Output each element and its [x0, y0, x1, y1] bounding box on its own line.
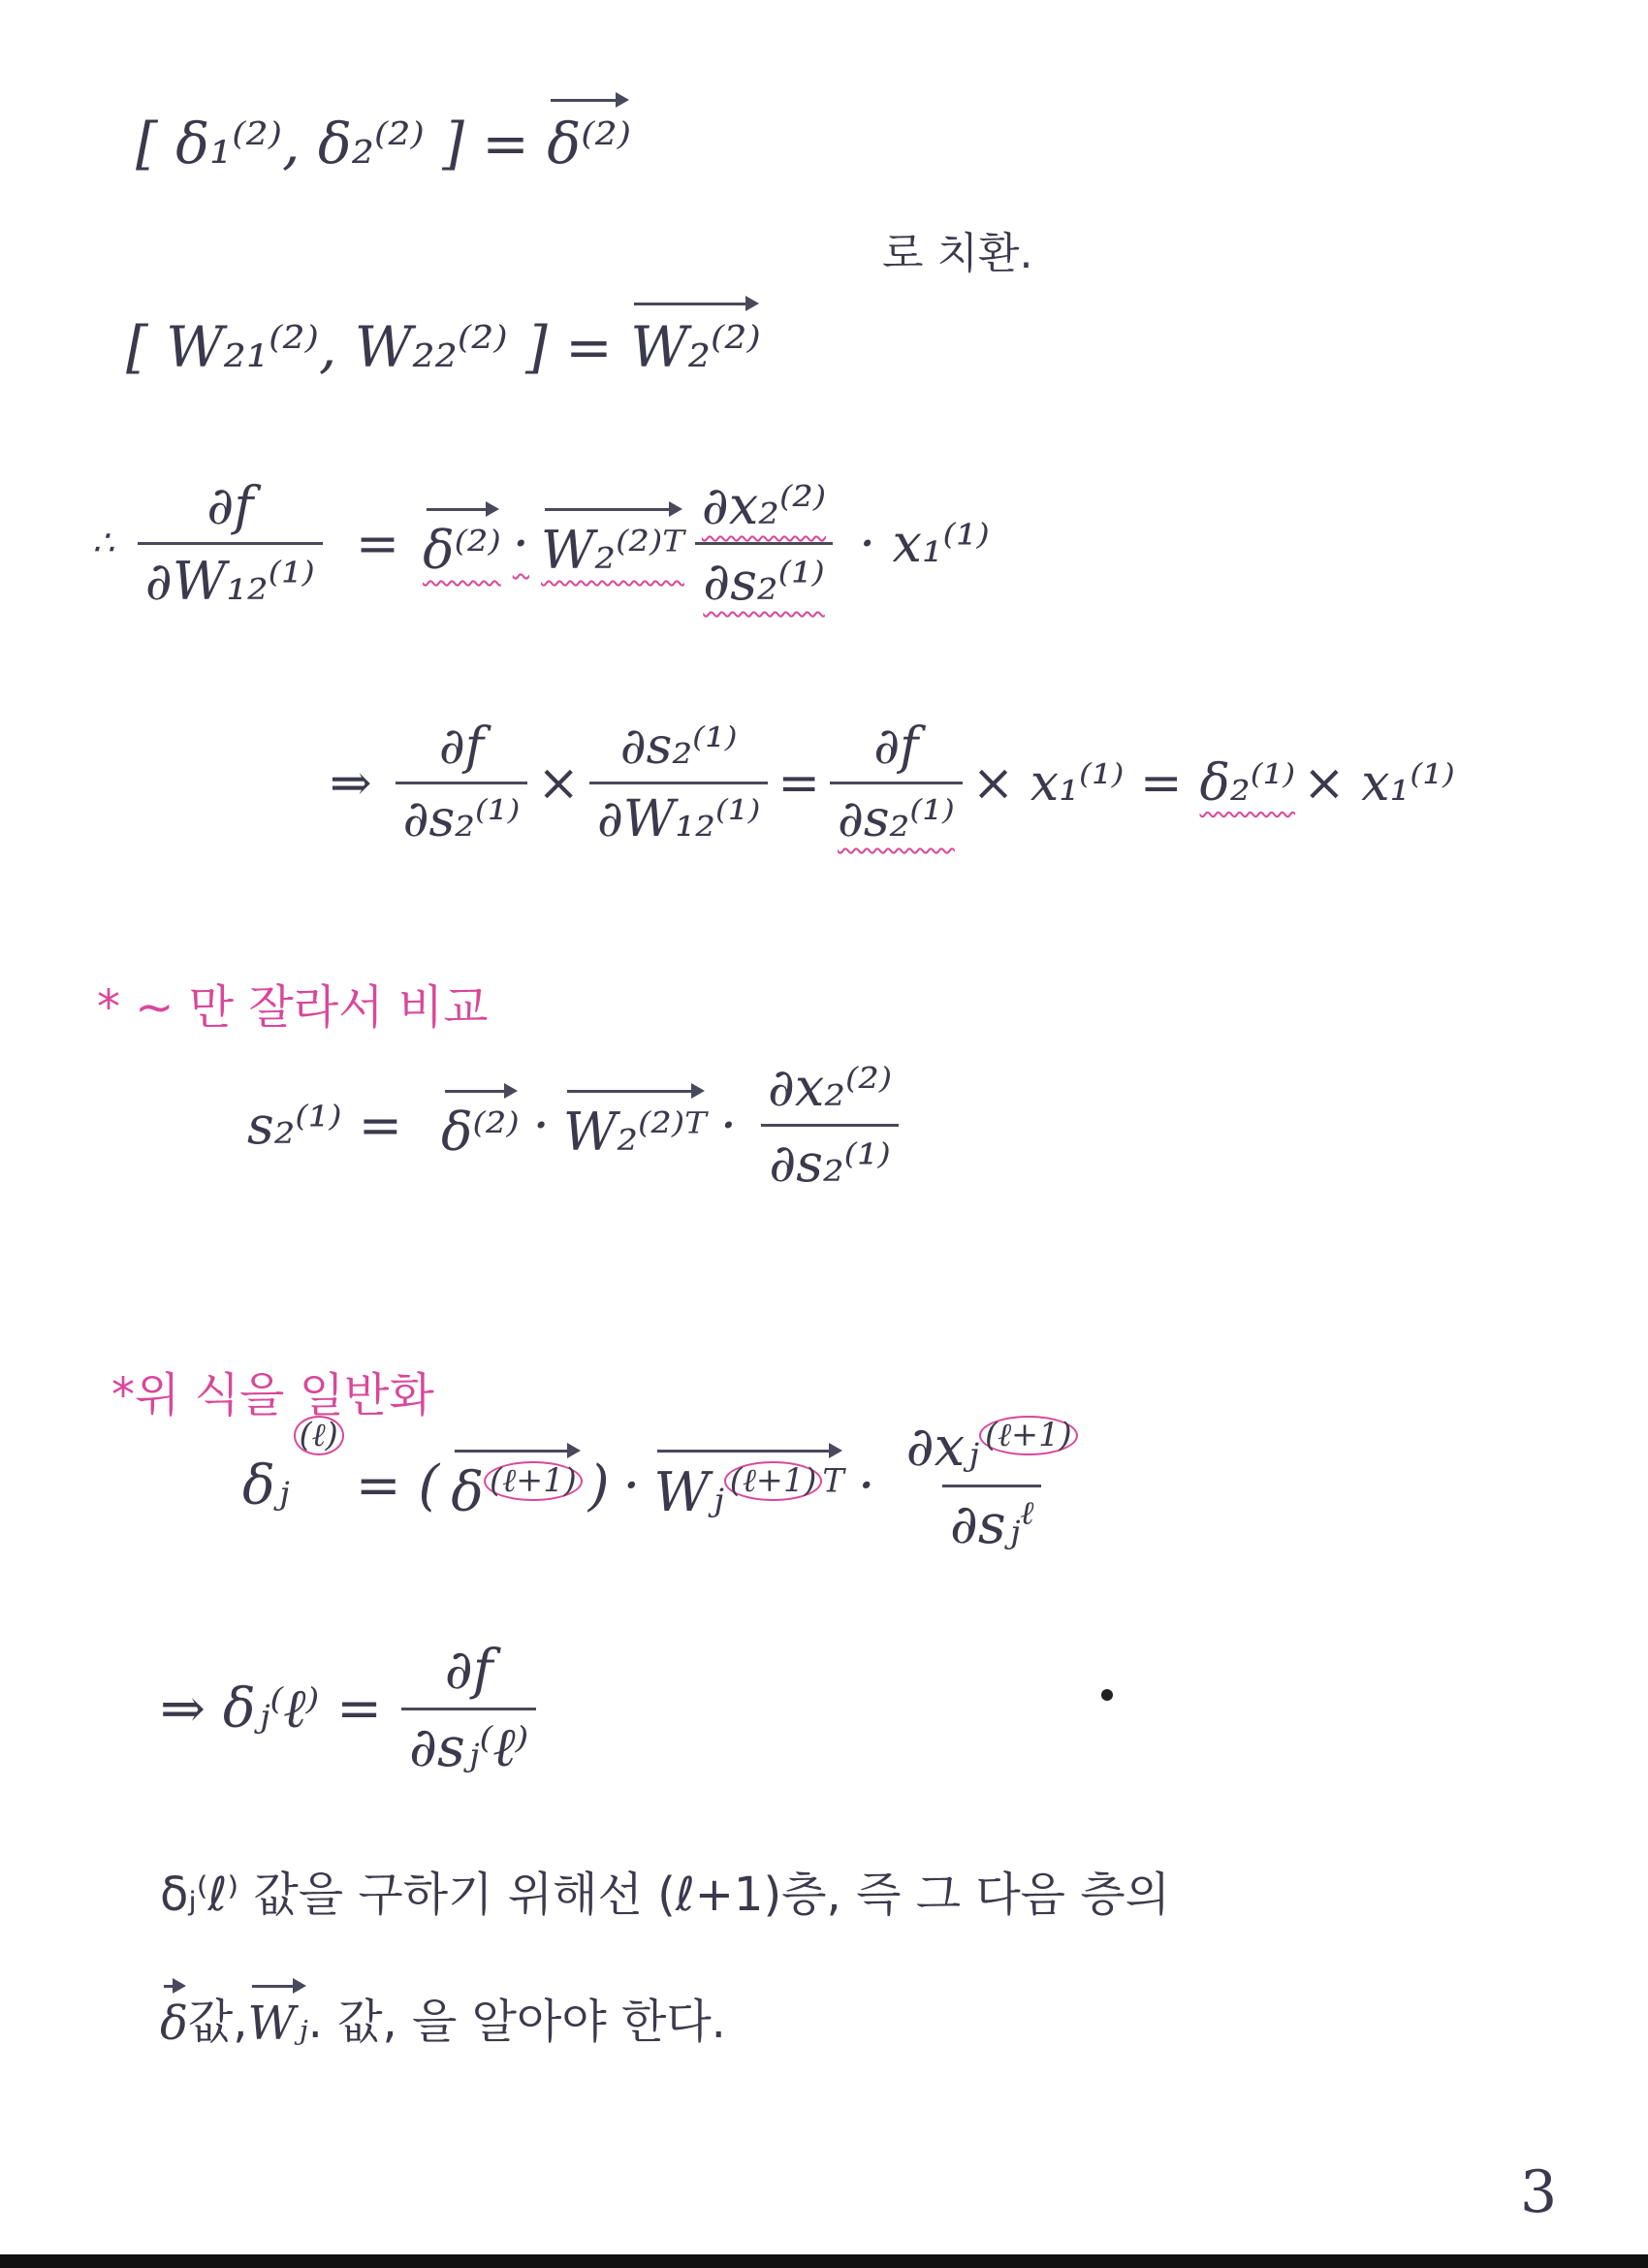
weight-vector-transpose: W₂⁽²⁾ᵀ	[563, 1088, 707, 1163]
page-number: 3	[1520, 2158, 1558, 2226]
eq-s2-expression: s₂⁽¹⁾ = δ⁽²⁾ · W₂⁽²⁾ᵀ · $\frac{\text{∂x₂⁽²⁾}}{\text{∂s₂⁽¹⁾}}$	[247, 1057, 909, 1194]
delta-vector: δ⁽²⁾	[423, 506, 501, 581]
frac-df-dw12: $\frac{\partial f}{\text{∂W₁₂⁽¹⁾}}$	[138, 475, 323, 612]
eq-weight-vector-definition	[126, 301, 761, 380]
eq-delta-vector-definition	[136, 97, 631, 176]
explanation-line-1: δⱼ⁽ℓ⁾ 값을 구하기 위해선 (ℓ+1)층, 즉 그 다음 층의	[160, 1868, 1171, 1922]
eq-partial-f-w12: ∴ $\frac{\partial f}{\text{∂W₁₂⁽¹⁾}}$ = δ⁽²⁾ · W₂⁽²⁾ᵀ $\frac{\text{∂x₂⁽²⁾}}{\text{∂s₂⁽¹⁾}}$ · x₁⁽¹⁾	[92, 475, 990, 612]
substitution-note: 로 치환.	[882, 229, 1033, 278]
delta-vector: δ⁽²⁾	[547, 97, 631, 176]
frac-dx2-ds2: $\frac{\text{∂x₂⁽²⁾}}{\text{∂s₂⁽¹⁾}}$	[694, 475, 834, 612]
delta-vector: δ⁽²⁾	[441, 1088, 520, 1163]
weight-vector-transpose: W₂⁽²⁾ᵀ	[541, 506, 684, 581]
frac-df-dsj: $\frac{\partial f}{\text{∂sⱼ⁽ℓ⁾}}$	[401, 1639, 536, 1779]
frac-dxj-dsj: $\frac{\partial xⱼ ^{(\ell+1)}}{\partial sⱼ^\ell}$	[899, 1416, 1086, 1556]
therefore-symbol: ∴	[92, 524, 114, 563]
scan-bottom-edge	[0, 2254, 1648, 2268]
delta-2-1: δ₂⁽¹⁾	[1199, 753, 1296, 813]
explanation-line-2: δ 값, Wⱼ . 값, 을 알아야 한다.	[160, 1983, 726, 2051]
frac-df-ds2-second: $\frac{\partial f}{\text{∂s₂⁽¹⁾}}$	[830, 718, 963, 848]
delta-vector-general: δ $^{(\ell+1)}$	[451, 1448, 582, 1524]
pink-note-generalize: *위 식을 일반화	[111, 1368, 434, 1422]
pink-note-compare: * ∼ 만 잘라서 비교	[97, 980, 489, 1035]
eq-delta-components: [ δ₁⁽²⁾, δ₂⁽²⁾ ] =	[136, 111, 548, 176]
eq-weight-components: [ W₂₁⁽²⁾, W₂₂⁽²⁾ ] =	[126, 314, 631, 380]
underlined-product: δ⁽²⁾ · W₂⁽²⁾ᵀ $\frac{\text{∂x₂⁽²⁾}}{\text{∂s₂⁽¹⁾}}$	[423, 475, 843, 612]
weight-vector-general: Wⱼ $^{(\ell+1)}$ $^T$	[653, 1448, 843, 1524]
frac-df-ds2: $\frac{\partial f}{\text{∂s₂⁽¹⁾}}$	[396, 718, 528, 848]
weight-vector-j: Wⱼ	[248, 1983, 308, 2051]
eq-delta-definition: ⇒ δⱼ⁽ℓ⁾ = $\frac{\partial f}{\text{∂sⱼ⁽ℓ⁾}}$	[160, 1639, 546, 1779]
frac-ds2-dw12: $\frac{\text{∂s₂⁽¹⁾}}{\text{∂W₁₂⁽¹⁾}}$	[589, 718, 768, 848]
delta-vector: δ	[160, 1983, 188, 2051]
frac-dx2-ds2: $\frac{\text{∂x₂⁽²⁾}}{\text{∂s₂⁽¹⁾}}$	[760, 1057, 900, 1194]
eq-chain-rule: ⇒ $\frac{\partial f}{\text{∂s₂⁽¹⁾}}$ × $\frac{\text{∂s₂⁽¹⁾}}{\text{∂W₁₂⁽¹⁾}}$ = $\frac{\partial f}{\text{∂s₂⁽¹⁾}}$ × x₁⁽¹⁾ = δ₂⁽¹⁾ × x₁⁽¹⁾	[330, 718, 1455, 848]
ink-dot	[1101, 1689, 1113, 1701]
eq-general-delta: δⱼ $^{(\ell)}$ = ( δ $^{(\ell+1)}$ ) · Wⱼ $^{(\ell+1)}$ $^T$ · $\frac{\partial xⱼ ^{(\ell+1)}}{\partial sⱼ^\ell}$	[242, 1416, 1095, 1556]
weight-vector: W₂⁽²⁾	[630, 301, 761, 380]
